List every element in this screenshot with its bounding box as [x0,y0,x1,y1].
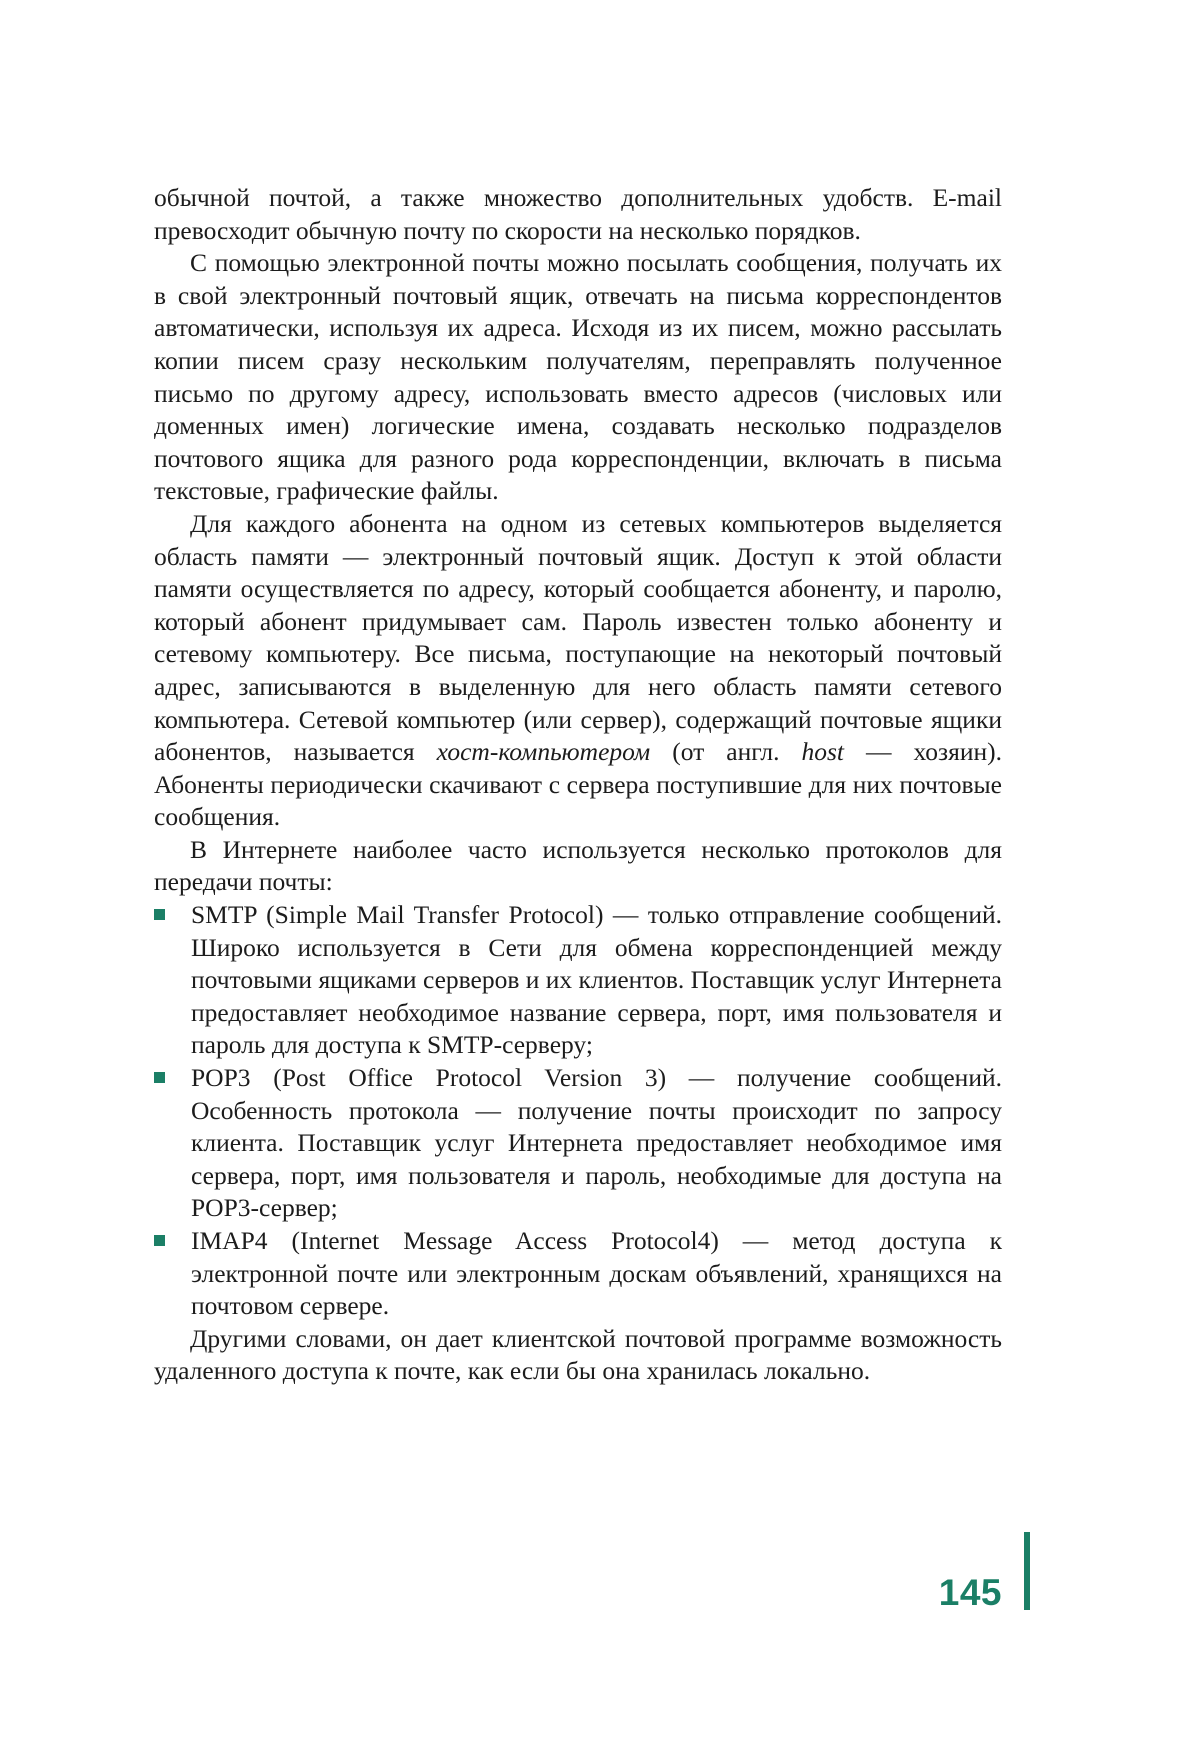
list-item [154,1225,1002,1323]
protocol-imap4-text: IMAP4 (Internet Message Access Protocol4) — метод доступа к электронной почте или электронным доскам объявлений, хранящихся на почтовом сервере. [191,1226,1002,1321]
page-number-bar [1024,1532,1030,1610]
square-bullet-icon [154,1072,165,1083]
page-body [154,182,1002,1388]
paragraph-mailbox [154,508,1002,834]
paragraph-intro: обычной почтой, а также множество дополнительных удобств. E-mail превосходит обычную почту по скорости на несколько порядков. [154,183,1002,245]
protocol-pop3-text: POP3 (Post Office Protocol Version 3) — получение сообщений. Особенность протокола — получение почты происходит по запросу клиента. Поставщик услуг Интернета предоставляет необходимое имя сервера, порт, имя пользователя и пароль, необходимые для доступа на POP3-сервер; [191,1063,1002,1223]
paragraph-protocols-intro: В Интернете наиболее часто используется несколько протоколов для передачи почты: [154,834,1002,897]
page-number: 145 [938,1572,1002,1613]
square-bullet-icon [154,1235,165,1246]
paragraph-conclusion: Другими словами, он дает клиентской почтовой программе возможность удаленного доступа к почте, как если бы она хранилась локально. [154,1323,1002,1386]
mailbox-text-part3: — хозяин). Абоненты периодически скачивают с сервера поступившие для них почтовые сообщения. [154,737,1003,832]
list-item [154,899,1002,1062]
term-host: host [801,737,845,767]
mailbox-text-part2: (от англ. [650,737,802,767]
mailbox-text-part1: Для каждого абонента на одном из сетевых компьютеров выделяется область памяти — электронный почтовый ящик. Доступ к этой области памяти осуществляется по адресу, который сообщается абоненту, и паролю, который абонент придумывает сам. Пароль известен только абоненту и сетевому компьютеру. Все письма, поступающие на некоторый почтовый адрес, записываются в выделенную для него область памяти сетевого компьютера. Сетевой компьютер (или сервер), содержащий почтовые ящики абонентов, называется [154,508,1002,767]
protocol-list [154,899,1002,1323]
list-item [154,1062,1002,1225]
square-bullet-icon [154,909,165,920]
term-host-computer: хост-компьютером [436,737,651,767]
paragraph-email-features: С помощью электронной почты можно посылать сообщения, получать их в свой электронный почтовый ящик, отвечать на письма корреспондентов автоматически, используя их адреса. Исходя из их писем, можно рассылать копии писем сразу нескольким получателям, переправлять полученное письмо по другому адресу, использовать вместо адресов (числовых или доменных имен) логические имена, создавать несколько подразделов почтового ящика для разного рода корреспонденции, включать в письма текстовые, графические файлы. [154,248,1002,506]
protocol-smtp-text: SMTP (Simple Mail Transfer Protocol) — только отправление сообщений. Широко используется в Сети для обмена корреспонденцией между почтовыми ящиками серверов и их клиентов. Поставщик услуг Интернета предоставляет необходимое название сервера, порт, имя пользователя и пароль для доступа к SMTP-серверу; [191,900,1002,1060]
